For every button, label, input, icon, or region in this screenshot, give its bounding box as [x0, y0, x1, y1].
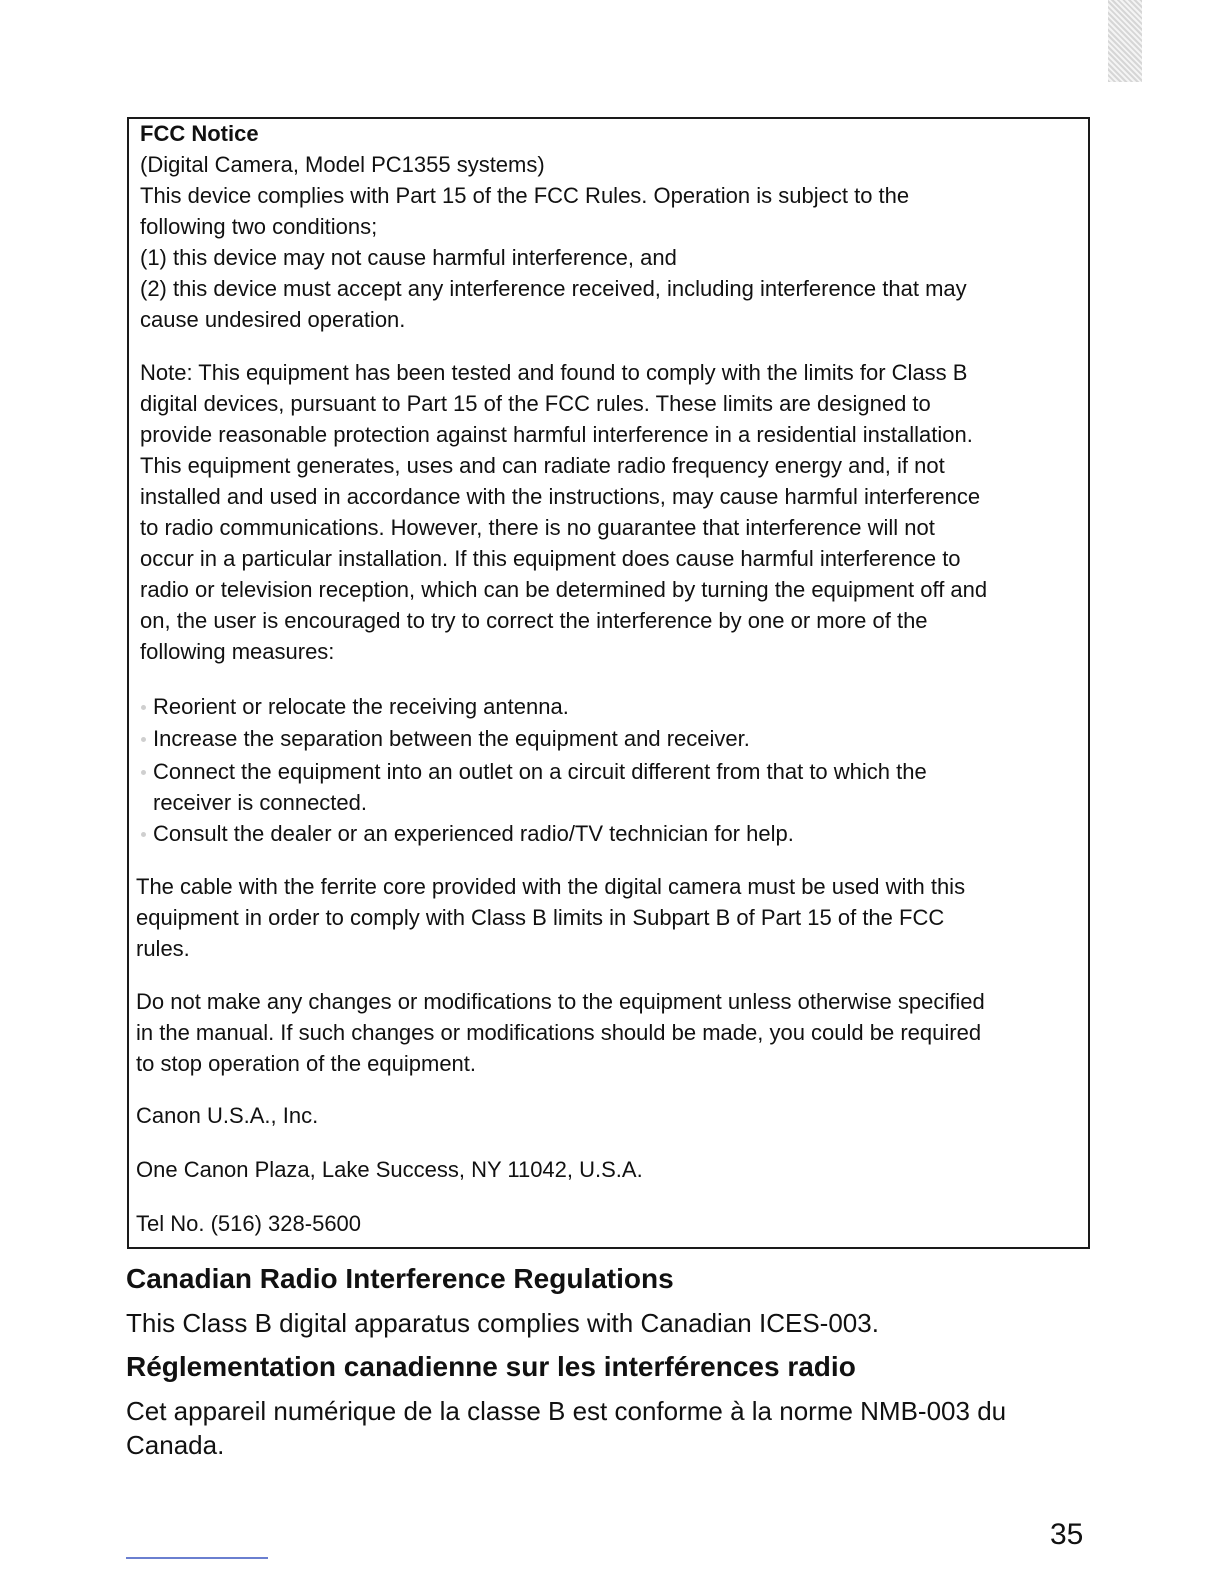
fcc-notice-title: FCC Notice [140, 121, 259, 146]
fcc-modifications-paragraph: Do not make any changes or modifications to the equipment unless otherwise specified in the manual. If such changes or modifications should be made, you could be required to stop operation of the equipment. [136, 989, 985, 1076]
page-footer-rule [126, 1557, 268, 1559]
fcc-condition-1: (1) this device may not cause harmful interference, and [140, 245, 677, 270]
fcc-condition-2: (2) this device must accept any interference received, including interference that may cause undesired operation. [140, 276, 967, 332]
bullet-dot-icon [141, 705, 146, 710]
company-address: One Canon Plaza, Lake Success, NY 11042, U.S.A. [136, 1157, 643, 1182]
measure-item: Consult the dealer or an experienced radio/TV technician for help. [153, 821, 794, 846]
corner-scan-artifact [1108, 0, 1142, 82]
french-text: Cet appareil numérique de la classe B est conforme à la norme NMB-003 du Canada. [126, 1396, 1007, 1460]
canadian-text: This Class B digital apparatus complies with Canadian ICES-003. [126, 1308, 879, 1338]
bullet-dot-icon [141, 737, 146, 742]
company-phone: Tel No. (516) 328-5600 [136, 1211, 362, 1236]
page-number: 35 [1050, 1518, 1084, 1551]
canadian-heading: Canadian Radio Interference Regulations [126, 1263, 674, 1294]
fcc-compliance-text: This device complies with Part 15 of the FCC Rules. Operation is subject to the following two conditions; [140, 183, 910, 239]
company-name: Canon U.S.A., Inc. [136, 1103, 319, 1128]
measure-item: Reorient or relocate the receiving antenna. [153, 694, 569, 719]
bullet-dot-icon [141, 770, 146, 775]
fcc-note-paragraph: Note: This equipment has been tested and found to comply with the limits for Class B digital devices, pursuant to Part 15 of the FCC rules. These limits are designed to provide reasonable protection against harmful interference in a residential installation. This equipment generates, uses and can radiate radio frequency energy and, if not installed and used in accordance with the instructions, may cause harmful interference to radio communications. However, there is no guarantee that interference will not occur in a particular installation. If this equipment does cause harmful interference to radio or television reception, which can be determined by turning the equipment off and on, the user is encouraged to try to correct the interference by one or more of the following measures: [140, 360, 988, 664]
measure-item: Connect the equipment into an outlet on a circuit different from that to which the receiver is connected. [153, 759, 927, 815]
measure-item: Increase the separation between the equipment and receiver. [153, 726, 750, 751]
fcc-cable-paragraph: The cable with the ferrite core provided with the digital camera must be used with this equipment in order to comply with Class B limits in Subpart B of Part 15 of the FCC rules. [136, 874, 966, 961]
fcc-model-line: (Digital Camera, Model PC1355 systems) [140, 152, 545, 177]
french-heading: Réglementation canadienne sur les interférences radio [126, 1351, 856, 1382]
bullet-dot-icon [141, 832, 146, 837]
